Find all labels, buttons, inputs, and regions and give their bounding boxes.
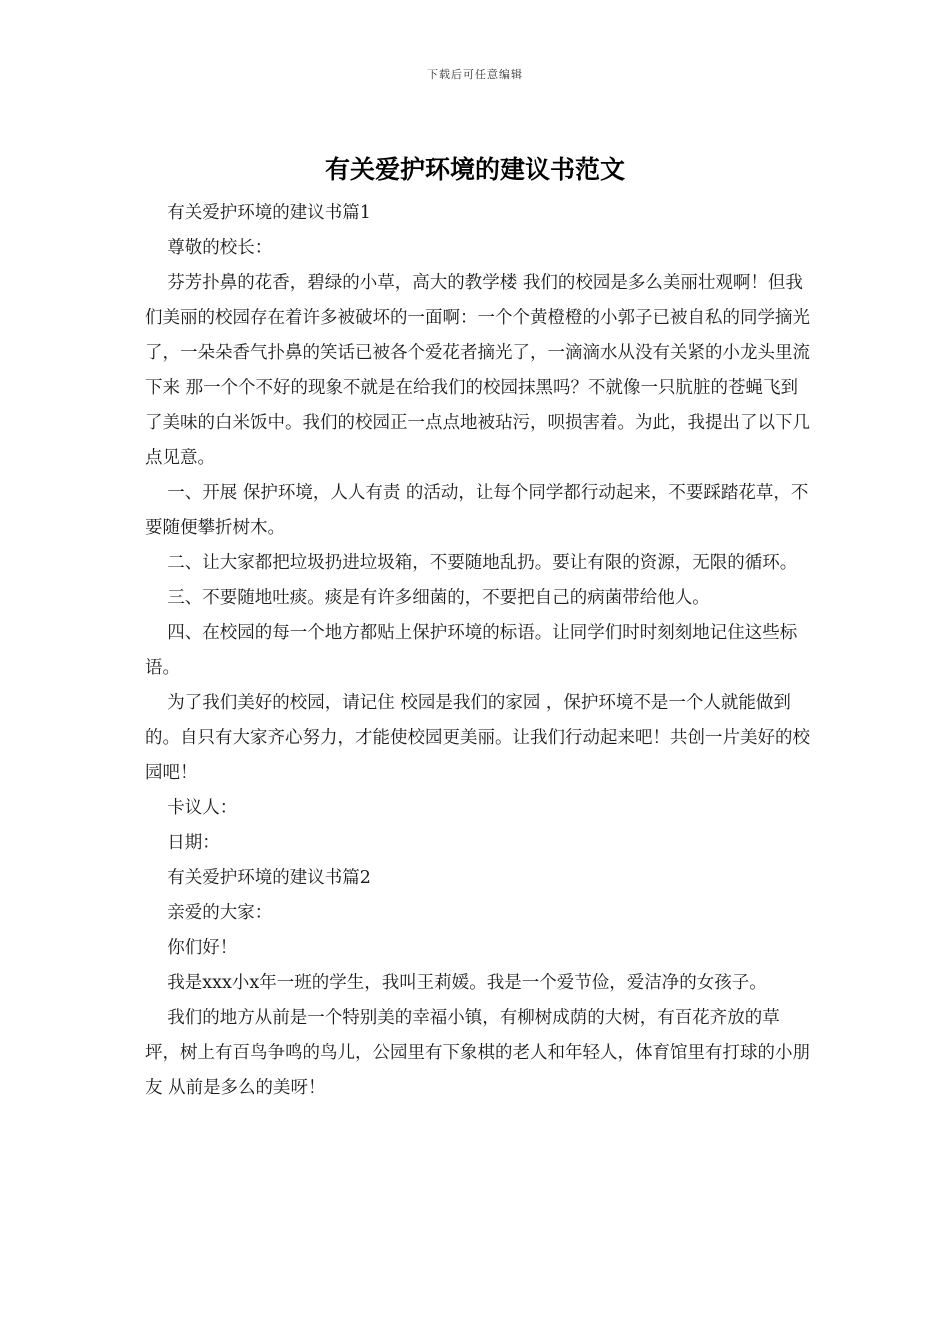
document-body <box>145 196 810 1106</box>
salutation-2: 亲爱的大家： <box>167 903 273 923</box>
suggestion-2: 二、让大家都把垃圾扔进垃圾箱，不要随地乱扔。要让有限的资源，无限的循环。 <box>167 553 798 573</box>
suggestion-3: 三、不要随地吐痰。痰是有许多细菌的，不要把自己的病菌带给他人。 <box>167 588 710 608</box>
body-paragraph: 芬芳扑鼻的花香，碧绿的小草，高大的教学楼 我们的校园是多么美丽壮观啊！但我们美丽的校园存在着许多被破坏的一面啊：一个个黄橙橙的小郭子已被自私的同学摘光了，一朵朵香气扑鼻的笑话已被各个爱花者摘光了，一滴滴水从没有关紧的小龙头里流下来 那一个个不好的现象不就是在给我们的校园抹黑吗？不就像一只肮脏的苍蝇飞到了美味的白米饭中。我们的校园正一点点地被玷污，呗损害着。为此，我提出了以下几点见意。 <box>145 273 810 468</box>
closing-paragraph: 为了我们美好的校园，请记住 校园是我们的家园 ，保护环境不是一个人就能做到的。自只有大家齐心努力，才能使校园更美丽。让我们行动起来吧！共创一片美好的校园吧！ <box>145 693 810 783</box>
suggestion-4: 四、在校园的每一个地方都贴上保护环境的标语。让同学们时时刻刻地记住这些标语。 <box>145 623 798 678</box>
header-note: 下载后可任意编辑 <box>427 68 523 81</box>
salutation-1: 尊敬的校长： <box>167 238 273 258</box>
date-label: 日期： <box>167 833 220 853</box>
section-heading-1: 有关爱护环境的建议书篇1 <box>167 203 371 223</box>
document-title: 有关爱护环境的建议书范文 <box>324 155 625 184</box>
self-introduction: 我是xxx小x年一班的学生，我叫王莉媛。我是一个爱节俭，爱洁净的女孩子。 <box>167 973 767 993</box>
suggestion-1: 一、开展 保护环境，人人有责 的活动，让每个同学都行动起来，不要踩踏花草，不要随便攀折树木。 <box>145 483 809 538</box>
greeting: 你们好！ <box>167 938 238 958</box>
section-heading-2: 有关爱护环境的建议书篇2 <box>167 868 371 888</box>
signature-label: 卡议人： <box>167 798 238 818</box>
body-paragraph-2: 我们的地方从前是一个特别美的幸福小镇，有柳树成荫的大树，有百花齐放的草坪，树上有百鸟争鸣的鸟儿，公园里有下象棋的老人和年轻人，体育馆里有打球的小朋友 从前是多么的美呀！ <box>145 1008 810 1098</box>
